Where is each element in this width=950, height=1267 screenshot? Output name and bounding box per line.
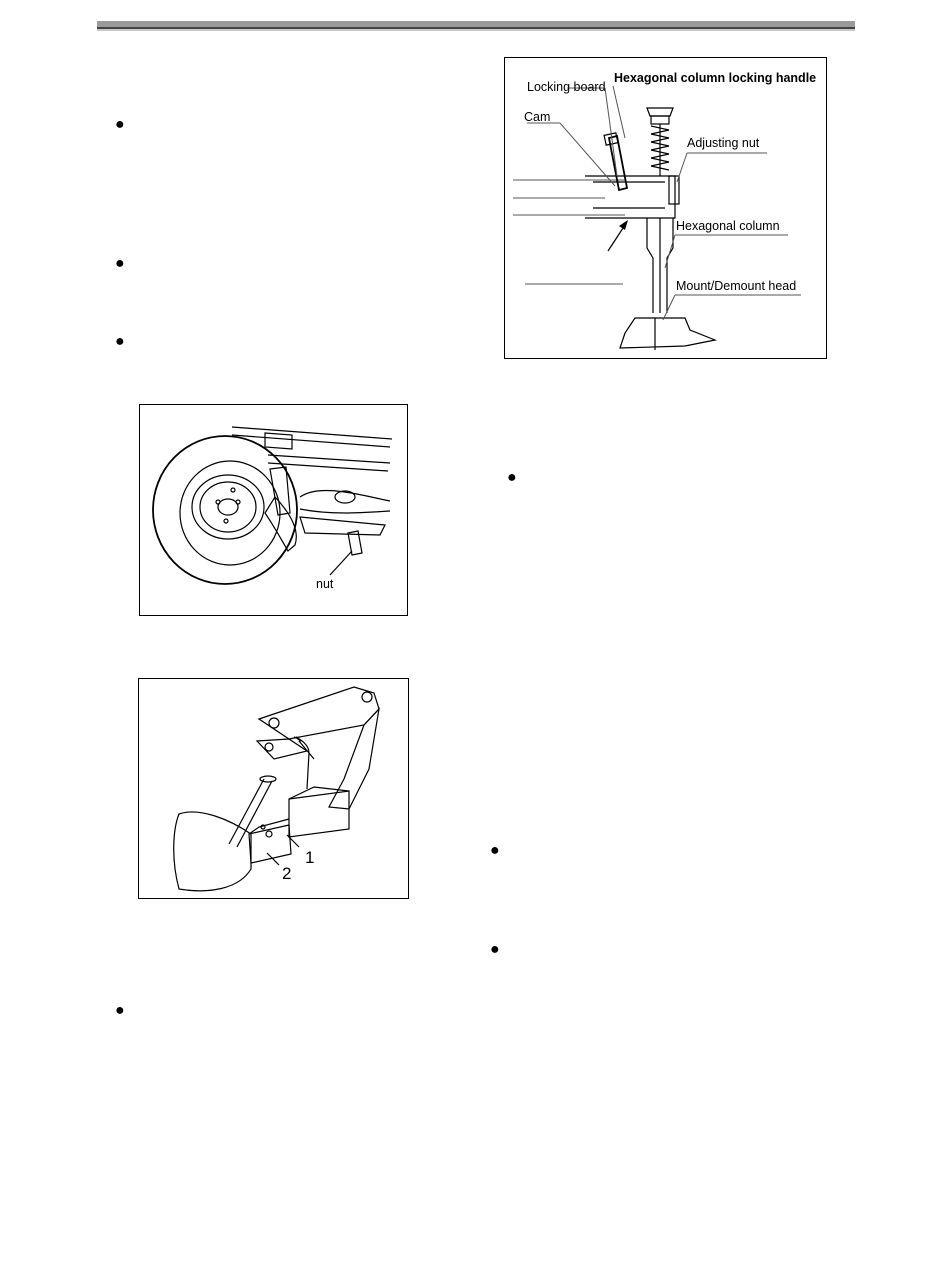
- wheel-diagram: [139, 404, 408, 616]
- label-hexagonal-column: Hexagonal column: [676, 219, 780, 233]
- bullet: ●: [115, 255, 125, 272]
- bullet: ●: [490, 941, 500, 958]
- bullet: ●: [115, 116, 125, 133]
- label-part-1: 1: [305, 848, 315, 867]
- header-rule: [97, 21, 855, 31]
- bullet: ●: [115, 333, 125, 350]
- label-cam: Cam: [524, 110, 551, 124]
- column-diagram: [504, 57, 827, 359]
- label-part-2: 2: [282, 864, 292, 883]
- label-locking-handle: Hexagonal column locking handle: [614, 71, 817, 85]
- label-nut: nut: [316, 577, 334, 591]
- label-mount-head: Mount/Demount head: [676, 279, 797, 293]
- label-locking-board: Locking board: [527, 80, 606, 94]
- bullet: ●: [115, 1002, 125, 1019]
- bracket-diagram: [138, 678, 409, 899]
- bullet: ●: [490, 842, 500, 859]
- label-adjusting-nut: Adjusting nut: [687, 136, 760, 150]
- bullet: ●: [507, 469, 517, 486]
